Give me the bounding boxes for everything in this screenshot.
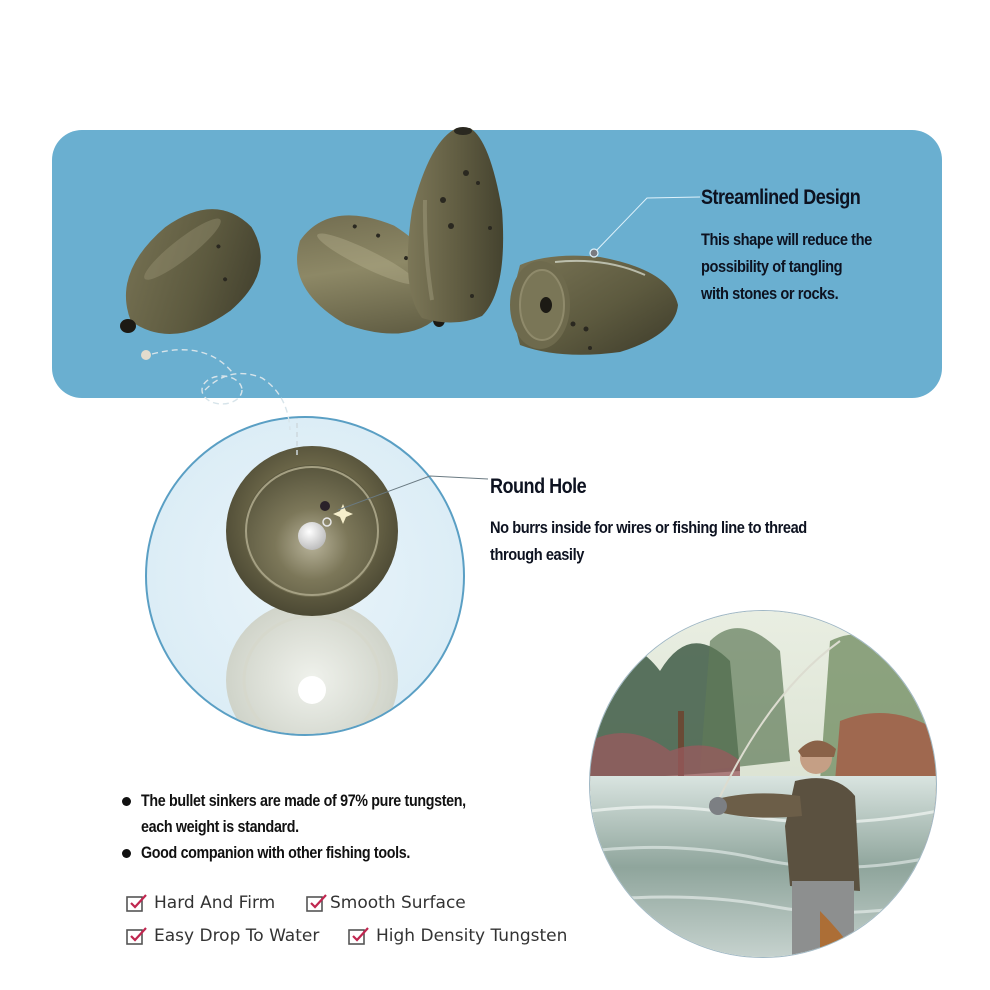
checkbox-checked-icon	[306, 893, 328, 913]
round-hole-description	[490, 514, 858, 568]
feature-hard-and-firm: Hard And Firm	[126, 893, 275, 913]
fly-fisherman-photo	[590, 611, 937, 958]
round-hole-line-1: No burrs inside for wires or fishing line to thread	[490, 518, 807, 537]
feature-smooth-surface: Smooth Surface	[306, 893, 466, 913]
round-hole-heading: Round Hole	[490, 475, 587, 498]
bullet-item-tungsten: The bullet sinkers are made of 97% pure tungsten, each weight is standard.	[122, 788, 528, 840]
round-hole-closeup-circle	[145, 416, 465, 736]
sinker-front-view-image	[147, 418, 465, 736]
angler-photo-circle	[589, 610, 937, 958]
feature-easy-drop-to-water: Easy Drop To Water	[126, 926, 319, 946]
streamlined-line-3: with stones or rocks.	[701, 284, 839, 303]
bullet-dot-icon	[122, 797, 131, 806]
streamlined-design-description	[701, 226, 900, 307]
bullet-item-companion: Good companion with other fishing tools.	[122, 840, 528, 866]
checkbox-checked-icon	[348, 926, 370, 946]
checkbox-checked-icon	[126, 926, 148, 946]
streamlined-line-1: This shape will reduce the	[701, 230, 872, 249]
checkbox-checked-icon	[126, 893, 148, 913]
bullet-dot-icon	[122, 849, 131, 858]
streamlined-design-heading: Streamlined Design	[701, 186, 861, 209]
feature-bullet-list	[122, 788, 528, 866]
round-hole-line-2: through easily	[490, 545, 584, 564]
streamlined-line-2: possibility of tangling	[701, 257, 843, 276]
feature-high-density-tungsten: High Density Tungsten	[348, 926, 567, 946]
